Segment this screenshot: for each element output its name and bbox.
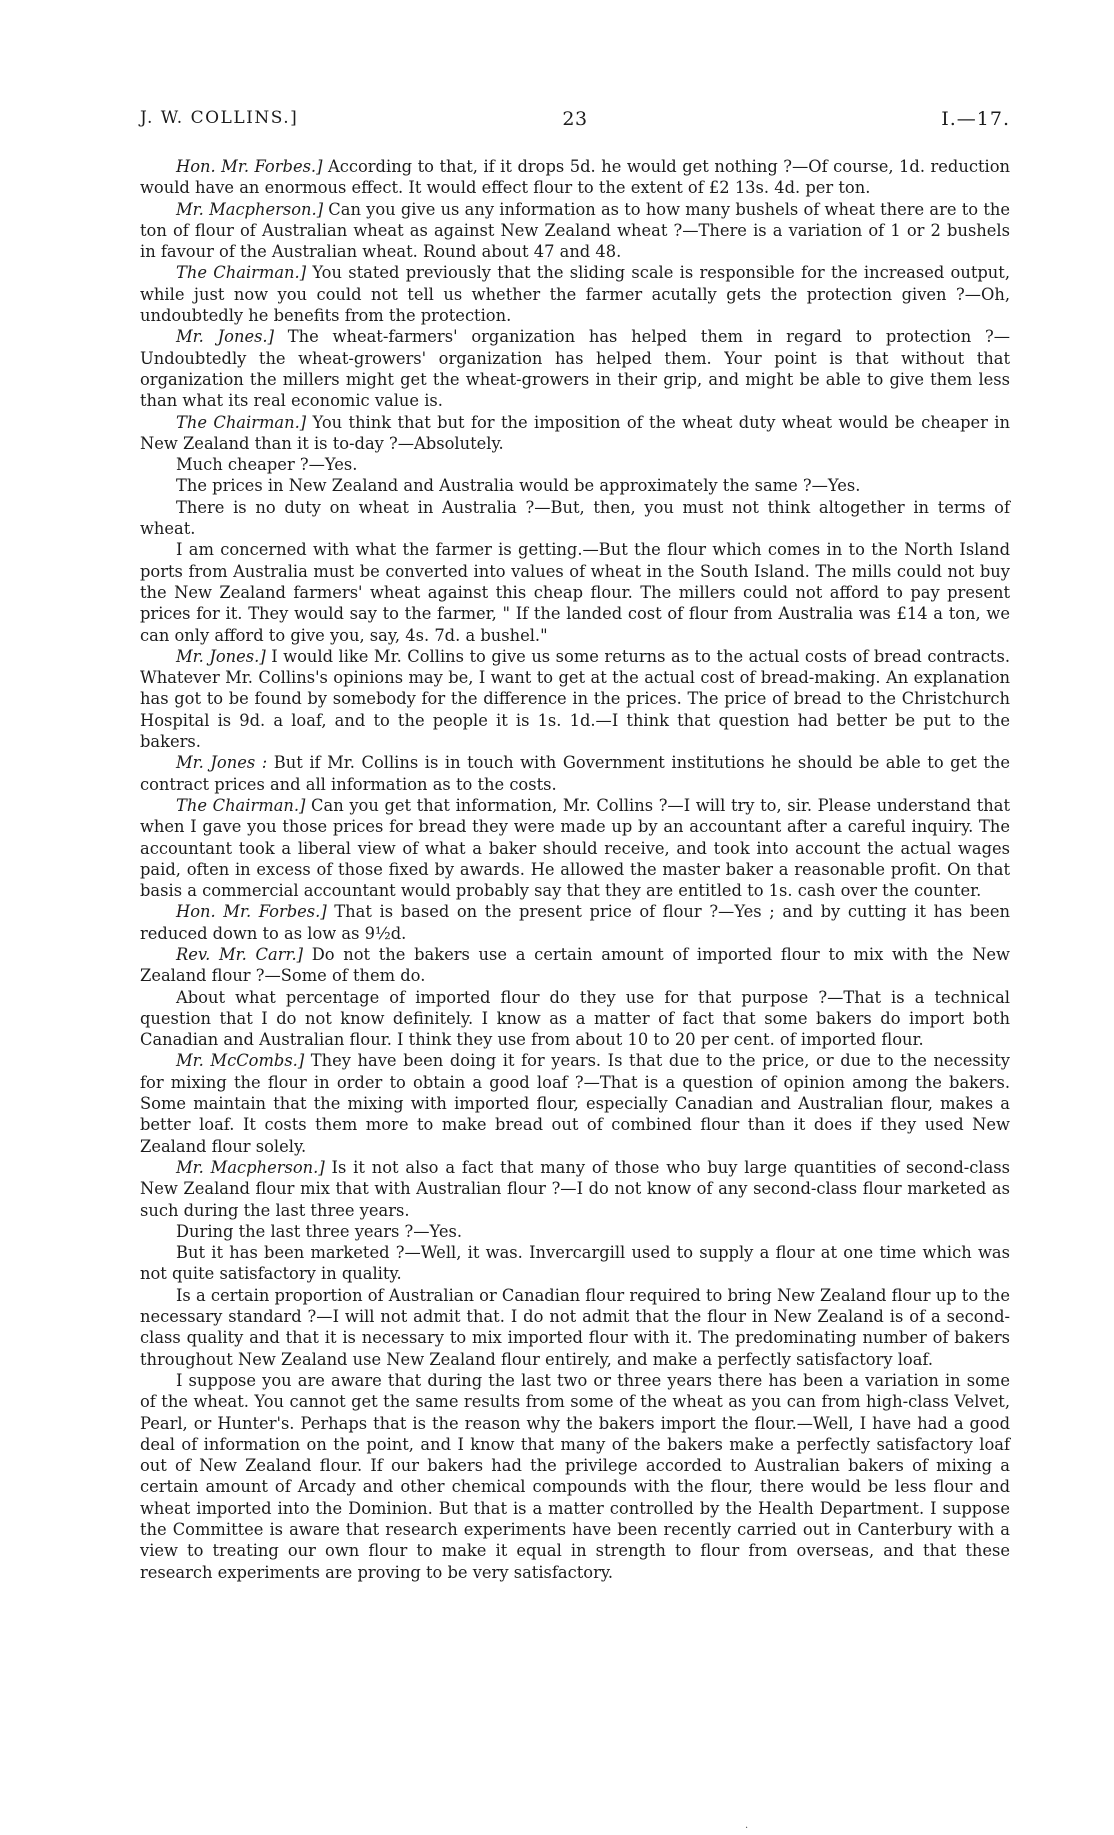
paragraph-text: I suppose you are aware that during the last two or three years there has been a variation in some of the wheat. You cannot get the same results from some of the wheat as you can from high-class Velvet, Pearl, or Hunter's. Perhaps that is the reason why the bakers import the flour.—Well, I have had a good deal of information on the point, and I know that many of the bakers make a perfectly satisfactory loaf out of New Zealand flour. If our bakers had the privilege accorded to Australian bakers of mixing a certain amount of Arcady and other chemical compounds with the flour, there would be less flour and wheat imported into the Dominion. But that is a matter controlled by the Health Department. I suppose the Committee is aware that research experiments have been recently carried out in Canterbury with a view to treating our own flour to make it equal in strength to flour from overseas, and that these research experiments are proving to be very satisfactory. xyxy=(140,1370,1010,1582)
header-witness-name: J. W. COLLINS.] xyxy=(140,108,299,128)
paragraph-text: The prices in New Zealand and Australia would be approximately the same ?—Yes. xyxy=(176,476,861,496)
speaker-name: Mr. Macpherson.] xyxy=(176,199,324,219)
transcript-paragraph xyxy=(140,1157,1010,1221)
paragraph-text: Is a certain proportion of Australian or Canadian flour required to bring New Zealand flour up to the necessary standard ?—I will not admit that. I do not admit that the flour in New Zealand is of a second-class quality and that it is necessary to mix imported flour with it. The predominating number of bakers throughout New Zealand use New Zealand flour entirely, and make a perfectly satisfactory loaf. xyxy=(140,1285,1010,1369)
transcript-paragraph xyxy=(140,1221,1010,1242)
document-reference: I.—17. xyxy=(941,108,1010,130)
print-mark: · xyxy=(745,1823,749,1834)
transcript-paragraph xyxy=(140,497,1010,540)
speaker-name: Mr. Jones.] xyxy=(176,646,266,666)
paragraph-text: Much cheaper ?—Yes. xyxy=(176,455,358,475)
transcript-paragraph xyxy=(140,944,1010,987)
paragraph-text: Can you get that information, Mr. Collins ?—I will try to, sir. Please understand that when I gave you those prices for bread they were made up by an accountant after a careful inquiry. The accountant took a liberal view of what a baker should receive, and took into account the actual wages paid, often in excess of those fixed by awards. He allowed the master baker a reasonable profit. On that basis a commercial accountant would probably say that they are entitled to 1s. cash over the counter. xyxy=(140,795,1010,901)
paragraph-text: Is it not also a fact that many of those who buy large quantities of second-class New Zealand flour mix that with Australian flour ?—I do not know of any second-class flour marketed as such during the last three years. xyxy=(140,1157,1011,1220)
speaker-name: The Chairman.] xyxy=(176,795,306,815)
page-number: 23 xyxy=(562,108,588,130)
speaker-name: Rev. Mr. Carr.] xyxy=(176,944,304,964)
page-header xyxy=(140,108,1010,136)
paragraph-text: Do not the bakers use a certain amount of imported flour to mix with the New Zealand flour ?—Some of them do. xyxy=(140,944,1010,986)
transcript-paragraph xyxy=(140,454,1010,475)
paragraph-text: There is no duty on wheat in Australia ?—But, then, you must not think altogether in terms of wheat. xyxy=(140,497,1010,539)
paragraph-text: According to that, if it drops 5d. he would get nothing ?—Of course, 1d. reduction would have an enormous effect. It would effect flour to the extent of £2 13s. 4d. per ton. xyxy=(140,157,1010,198)
paragraph-text: The wheat-farmers' organization has helped them in regard to protection ?—Undoubtedly the wheat-growers' organization has helped them. Your point is that without that organization the millers might get the wheat-growers in their grip, and might be able to give them less than what its real economic value is. xyxy=(140,327,1010,411)
transcript-paragraph xyxy=(140,475,1010,496)
paragraph-text: During the last three years ?—Yes. xyxy=(176,1221,463,1241)
transcript-paragraph xyxy=(140,539,1010,645)
paragraph-text: That is based on the present price of flour ?—Yes ; and by cutting it has been reduced down to as low as 9½d. xyxy=(140,902,1010,943)
transcript-paragraph xyxy=(140,1370,1010,1583)
speaker-name: Hon. Mr. Forbes.] xyxy=(176,902,327,922)
speaker-name: Mr. Jones.] xyxy=(176,327,274,347)
paragraph-text: About what percentage of imported flour do they use for that purpose ?—That is a technical question that I do not know definitely. I know as a matter of fact that some bakers do import both Canadian and Australian flour. I think they use from about 10 to 20 per cent. of imported flour. xyxy=(140,987,1010,1050)
paragraph-text: They have been doing it for years. Is that due to the price, or due to the necessity for mixing the flour in order to obtain a good loaf ?—That is a question of opinion among the bakers. Some maintain that the mixing with imported flour, especially Canadian and Australian flour, makes a better loaf. It costs them more to make bread out of combined flour than it does if they used New Zealand flour solely. xyxy=(140,1051,1010,1156)
speaker-name: Hon. Mr. Forbes.] xyxy=(176,157,323,176)
transcript-paragraph xyxy=(140,262,1010,326)
transcript-paragraph xyxy=(140,199,1010,263)
transcript-paragraph xyxy=(140,156,1010,199)
paragraph-text: I would like Mr. Collins to give us some returns as to the actual costs of bread contracts. Whatever Mr. Collins's opinions may be, I want to get at the actual cost of bread-making. An explanation has got to be found by somebody for the difference in the prices. The price of bread to the Christchurch Hospital is 9d. a loaf, and to the people it is 1s. 1d.—I think that question had better be put to the bakers. xyxy=(140,646,1010,752)
paragraph-text: But it has been marketed ?—Well, it was. Invercargill used to supply a flour at one time which was not quite satisfactory in quality. xyxy=(140,1243,1010,1284)
transcript-paragraph xyxy=(140,1050,1010,1156)
transcript-paragraph xyxy=(140,646,1010,752)
speaker-name: Mr. McCombs.] xyxy=(176,1051,305,1071)
transcript-paragraph xyxy=(140,795,1010,901)
transcript-paragraph xyxy=(140,987,1010,1051)
paragraph-text: Can you give us any information as to how many bushels of wheat there are to the ton of flour of Australian wheat as against New Zealand wheat ?—There is a variation of 1 or 2 bushels in favour of the Australian wheat. Round about 47 and 48. xyxy=(140,199,1010,262)
speaker-name: Mr. Jones : xyxy=(176,753,268,773)
transcript-body xyxy=(140,156,1010,1583)
paragraph-text: You stated previously that the sliding scale is responsible for the increased output, while just now you could not tell us whether the farmer acutally gets the protection given ?—Oh, undoubtedly he benefits from the protection. xyxy=(140,263,1010,326)
paragraph-text: I am concerned with what the farmer is getting.—But the flour which comes in to the North Island ports from Australia must be converted into values of wheat in the South Island. The mills could not buy the New Zealand farmers' wheat against this cheap flour. The millers could not afford to pay present prices for it. They would say to the farmer, " If the landed cost of flour from Australia was £14 a ton, we can only afford to give you, say, 4s. 7d. a bushel." xyxy=(140,540,1010,645)
transcript-paragraph xyxy=(140,752,1010,795)
speaker-name: The Chairman.] xyxy=(176,412,307,432)
transcript-paragraph xyxy=(140,1242,1010,1285)
speaker-name: Mr. Macpherson.] xyxy=(176,1157,325,1177)
paragraph-text: You think that but for the imposition of the wheat duty wheat would be cheaper in New Zealand than it is to-day ?—Absolutely. xyxy=(140,412,1010,453)
transcript-paragraph xyxy=(140,326,1010,411)
transcript-paragraph xyxy=(140,1285,1010,1370)
transcript-paragraph xyxy=(140,412,1010,455)
speaker-name: The Chairman.] xyxy=(176,263,307,283)
transcript-paragraph xyxy=(140,901,1010,944)
paragraph-text: But if Mr. Collins is in touch with Government institutions he should be able to get the contract prices and all information as to the costs. xyxy=(140,753,1010,794)
